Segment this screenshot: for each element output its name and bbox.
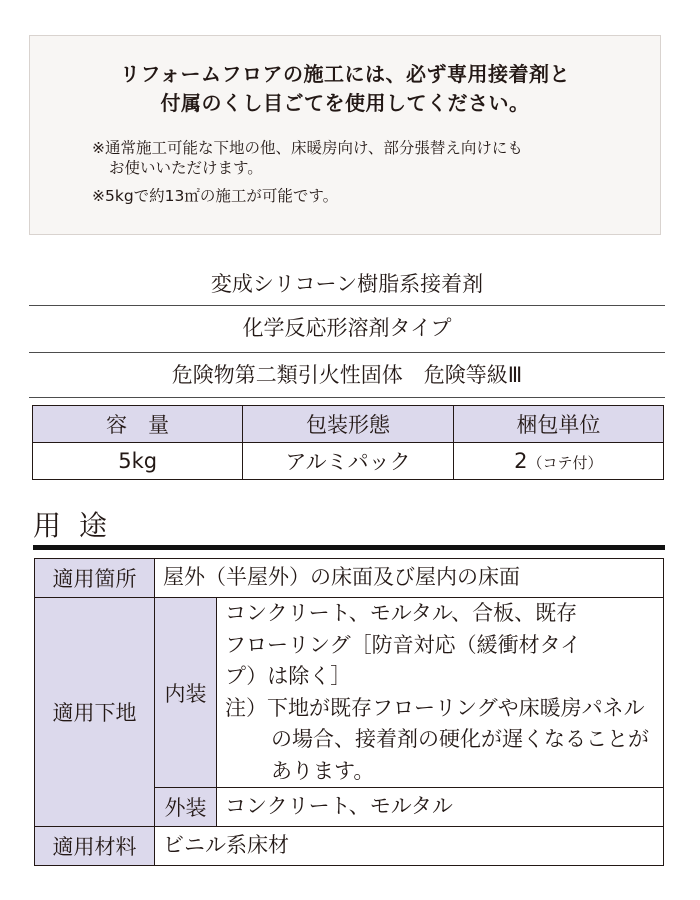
location-label: 適用箇所 — [35, 559, 155, 598]
material-label: 適用材料 — [35, 827, 155, 866]
notice-headline — [30, 60, 660, 118]
exterior-value: コンクリート、モルタル — [217, 788, 664, 827]
spec-hazard-class: 危険物第二類引火性固体 危険等級Ⅲ — [171, 363, 523, 387]
interior-label: 内装 — [155, 598, 217, 788]
interior-line: フローリング［防音対応（緩衝材タイ — [225, 632, 582, 657]
usage-row-material — [35, 827, 664, 866]
divider — [29, 305, 665, 306]
notice-note-2: ※5kgで約13㎡の施工が可能です。 — [92, 187, 339, 205]
package-value-row — [33, 443, 664, 480]
usage-row-substrate-interior — [35, 598, 664, 788]
pack-unit-count: 2 — [514, 449, 528, 473]
notice-headline-line1: リフォームフロアの施工には、必ず専用接着剤と — [120, 62, 570, 86]
header-packaging: 包装形態 — [243, 406, 453, 443]
usage-section-title: 用途 — [33, 509, 126, 542]
interior-line: コンクリート、モルタル、合板、既存 — [225, 601, 578, 625]
header-capacity: 容 量 — [33, 406, 243, 443]
location-value: 屋外（半屋外）の床面及び屋内の床面 — [155, 559, 664, 598]
material-value: ビニル系床材 — [155, 827, 664, 866]
notice-box — [29, 35, 661, 235]
divider — [29, 397, 665, 398]
exterior-label: 外装 — [155, 788, 217, 827]
interior-line: プ）は除く］ — [225, 664, 352, 688]
value-pack-unit — [453, 443, 663, 480]
divider — [29, 352, 665, 353]
notice-note-1 — [92, 138, 523, 178]
notice-note-1-line2: お使いいただけます。 — [109, 159, 263, 177]
usage-row-location — [35, 559, 664, 598]
section-divider — [33, 545, 665, 550]
value-capacity: 5kg — [33, 443, 243, 480]
substrate-label: 適用下地 — [35, 598, 155, 827]
package-table — [32, 405, 664, 480]
notice-note-1-line1: ※通常施工可能な下地の他、床暖房向け、部分張替え向けにも — [92, 139, 523, 157]
package-header-row — [33, 406, 664, 443]
header-pack-unit: 梱包単位 — [453, 406, 663, 443]
pack-unit-note: （コテ付） — [527, 454, 603, 472]
value-packaging: アルミパック — [243, 443, 453, 480]
interior-value — [217, 598, 664, 788]
spec-adhesive-type: 変成シリコーン樹脂系接着剤 — [210, 272, 484, 296]
usage-table — [34, 558, 664, 866]
notice-headline-line2: 付属のくし目ごてを使用してください。 — [160, 91, 530, 115]
interior-note: 注）下地が既存フローリングや床暖房パネルの場合、接着剤の硬化が遅くなることがあります。 — [225, 695, 649, 783]
spec-reaction-type: 化学反応形溶剤タイプ — [242, 316, 452, 340]
